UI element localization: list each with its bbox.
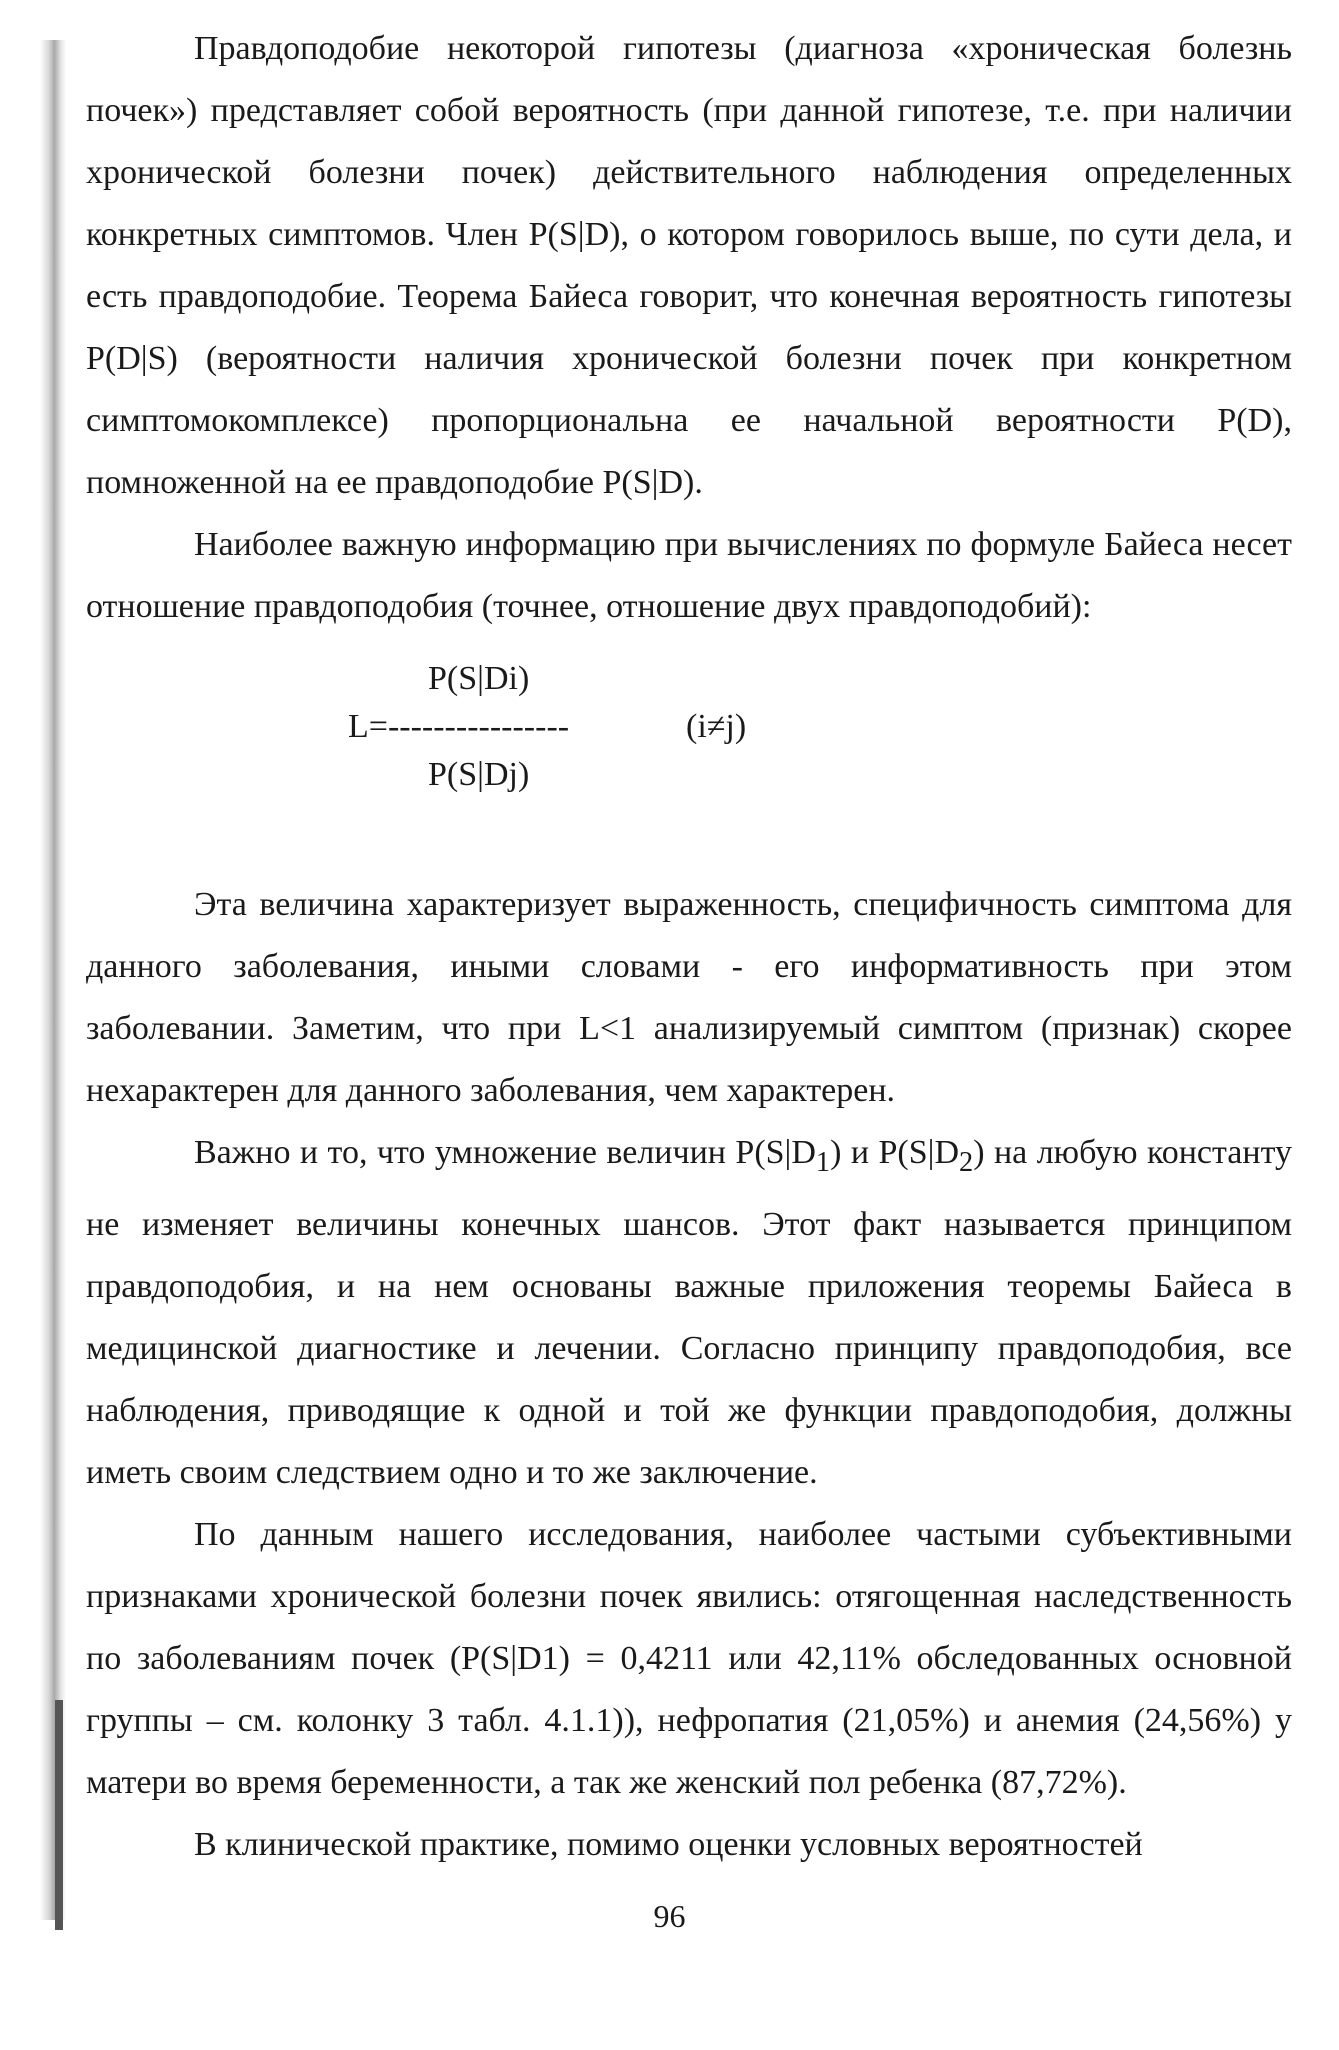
text-run: ) на любую константу не изменяет величины конечных шансов. Этот факт называется принципом правдоподобия, и на нем основаны важные приложения теоремы Байеса в медицинской диагностике и лечении. Согласно принципу правдоподобия, все наблюдения, приводящие к одной и той же функции правдоподобия, должны иметь своим следствием одно и то же заключение. [86,1134,1292,1491]
book-spine-edge [55,1700,63,1930]
spacer [86,828,1292,874]
page-body [86,18,1292,1876]
paragraph-informativeness: Эта величина характеризует выраженность, специфичность симптома для данного заболевания, иными словами - его информативность при этом заболевании. Заметим, что при L<1 анализируемый симптом (признак) скорее нехарактерен для данного заболевания, чем характерен. [86,886,1292,1109]
formula-condition: (i≠j) [686,708,747,745]
paragraph-likelihood-definition: Правдоподобие некоторой гипотезы (диагноза «хроническая болезнь почек») представляет собой вероятность (при данной гипотезе, т.е. при наличии хронической болезни почек) действительного наблюдения определенных конкретных симптомов. Член P(S|D), о котором говорилось выше, по сути дела, и есть правдоподобие. Теорема Байеса говорит, что конечная вероятность гипотезы P(D|S) (вероятности наличия хронической болезни почек при конкретном симптомокомплексе) пропорциональна ее начальной вероятности P(D), помноженной на ее правдоподобие P(S|D). [86,30,1292,501]
subscript: 1 [815,1146,831,1178]
book-spine-shadow [40,40,66,1920]
paragraph-likelihood-ratio-intro: Наиболее важную информацию при вычислениях по формуле Байеса несет отношение правдоподобия (точнее, отношение двух правдоподобий): [86,526,1292,625]
formula-denominator: P(S|Dj) [428,756,530,793]
likelihood-ratio-formula [86,638,1292,828]
formula-fraction-line: L=---------------- [348,708,570,745]
subscript: 2 [959,1146,974,1178]
paragraph-likelihood-principle [86,1122,1292,1504]
formula-numerator: P(S|Di) [428,660,530,697]
text-run: ) и P(S|D [830,1134,960,1171]
text-run: Важно и то, что умножение величин P(S|D [194,1134,816,1171]
paragraph-clinical-practice: В клинической практике, помимо оценки условных вероятностей [194,1825,1143,1863]
page-number: 96 [653,1898,686,1934]
paragraph-study-results: По данным нашего исследования, наиболее частыми субъективными признаками хронической болезни почек явились: отягощенная наследственность по заболеваниям почек (P(S|D1) = 0,4211 или 42,11% обследованных основной группы – см. колонку 3 табл. 4.1.1)), нефропатия (21,05%) и анемия (24,56%) у матери во время беременности, а так же женский пол ребенка (87,72%). [86,1515,1292,1801]
